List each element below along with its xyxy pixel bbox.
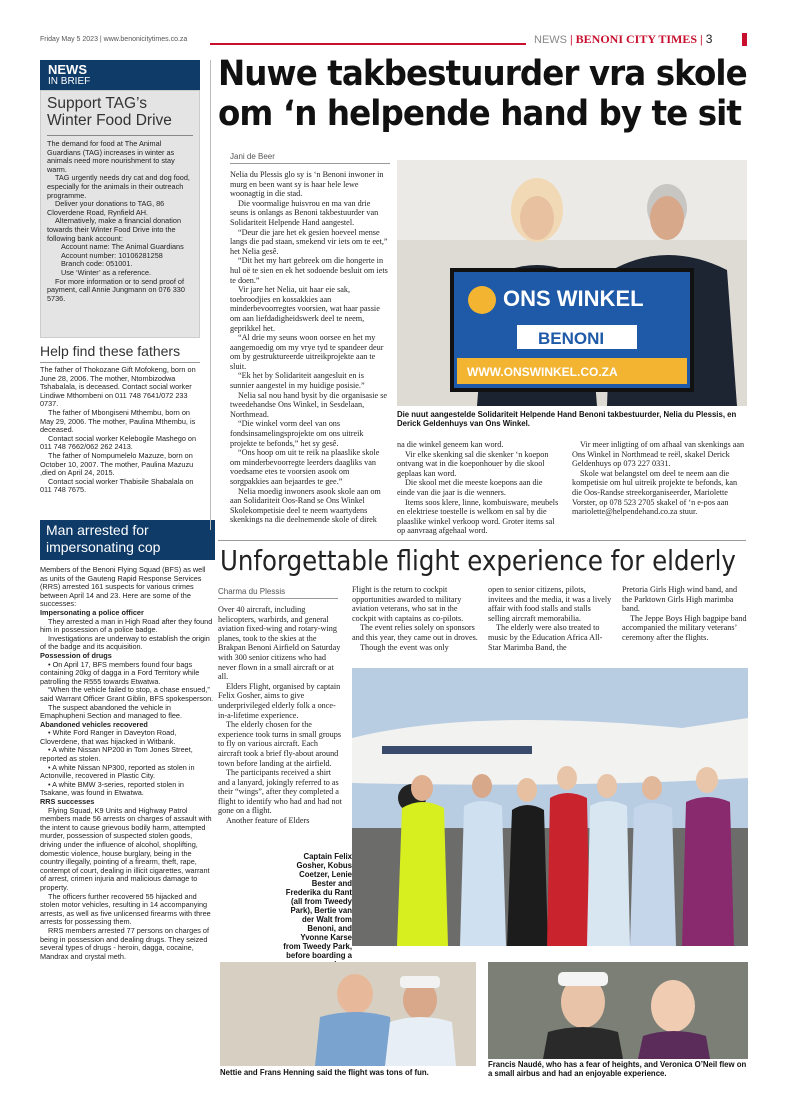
section-label: NEWS (534, 34, 567, 46)
header-masthead (534, 32, 712, 47)
tag-paragraph: For more information or to send proof of payment, call Annie Jungmann on 076 330 5736. (47, 276, 185, 303)
tag-rule (47, 135, 193, 136)
header-divider: | (700, 32, 703, 46)
page-number: 3 (705, 32, 713, 46)
story1-paragraph: Vir elke skenking sal die skenker ‘n koepon ontvang wat in die koeponhouer by die skool geplaas kan word. (397, 449, 549, 478)
story1-paragraph: na die winkel geneem kan word. (397, 440, 504, 449)
story1-paragraph: “Deur die jare het ek gesien hoeveel mense langs die pad staan, smekend vir iets om te eet,” het Nelia gesê. (230, 227, 388, 256)
tag-title: Support TAG’s Winter Food Drive (47, 95, 172, 129)
story2-photo-left-svg (220, 962, 476, 1066)
man-paragraph: Members of the Benoni Flying Squad (BFS) as well as units of the Gauteng Rapid Response Services (RRS) arrested 161 suspects for various crimes between April 14 and 23. Here are some of the successes: (40, 565, 206, 609)
story2-paragraph: The Jeppe Boys High bagpipe band accompanied the military veterans’ ceremony after the flights. (622, 613, 747, 642)
story1-byline-rule (230, 163, 390, 164)
fathers-paragraph: The father of Nompumelelo Mazuze, born on October 10, 2007. The mother, Paulina Mazuzu ,died on April 24, 2015. (40, 450, 194, 478)
sign-url: WWW.ONSWINKEL.CO.ZA (467, 365, 618, 379)
man-paragraph: • A white Nissan NP300, reported as stolen in Actonville, recovered in Plastic City. (40, 762, 195, 781)
story2-main-photo (352, 668, 748, 946)
man-subhead: Possession of drugs (40, 650, 112, 660)
man-paragraph: • A white BMW 3-series, reported stolen in Tsakane, was found in Etwatwa. (40, 779, 184, 798)
header-divider: | (570, 32, 573, 46)
story1-photo-caption: Die nuut aangestelde Solidariteit Helpende Hand Benoni takbestuurder, Nelia du Plessis, en Derick Geldenhuys van Ons Winkel. (397, 410, 737, 428)
header-date-site: Friday May 5 2023 | www.benonicitytimes.co.za (40, 36, 188, 43)
man-subhead: Impersonating a police officer (40, 607, 144, 617)
story2-byline-rule (218, 598, 338, 599)
fathers-title: Help find these fathers (40, 343, 181, 359)
story1-photo (397, 160, 747, 406)
paper-name: BENONI CITY TIMES (575, 32, 698, 46)
header-mark (742, 33, 747, 46)
story1-paragraph: Items soos klere, linne, kombuisware, meubels en elektriese toestelle is welkom en sal by die plaaslike winkel verkoop word. Groter items sal op aanvraag afgehaal word. (397, 497, 559, 536)
story2-photo-left (220, 962, 476, 1066)
story1-paragraph: “Dit het my hart gebreek om die hongerte in hul oë te sien en ek het sodoende besluit om iets te doen.” (230, 256, 388, 285)
tag-paragraph: Use ‘Winter’ as a reference. (61, 267, 152, 277)
man-paragraph: The officers further recovered 55 hijacked and stolen motor vehicles, resulting in 14 accompanying arrests, as well as five unlicensed firearms with three arrests for possessing them. (40, 891, 211, 927)
tag-paragraph: Branch code: 051001. (61, 259, 133, 269)
story1-paragraph: Vir jare het Nelia, uit haar eie sak, toebroodjies en kossakkies aan minderbevoorregtes voorsien, wat haar passie om aan liefdadigheidswerk deel te neem, geprikkel het. (230, 285, 380, 333)
story1-paragraph: “Ek het by Solidariteit aangesluit en is sunnier aangestel in my huidige posisie.” (230, 371, 365, 391)
story2-byline: Charma du Plessis (218, 587, 286, 596)
sign-city: BENONI (538, 329, 605, 348)
man-paragraph: They arrested a man in High Road after they found him in possession of a police badge. (40, 616, 213, 635)
story1-headline-line1: Nuwe takbestuurder vra skole (218, 54, 747, 94)
story1-headline (218, 54, 747, 134)
story1-byline: Jani de Beer (230, 152, 275, 161)
man-paragraph: • On April 17, BFS members found four bags containing 20kg of dagga in a Ford Territory while patrolling the R555 towards Etwatwa. (40, 659, 200, 686)
tag-paragraph: The demand for food at The Animal Guardians (TAG) increases in winter as animals need more nourishment to stay warm. (47, 139, 175, 174)
story2-paragraph: The elderly chosen for the experience took turns in small groups to fly on various aircraft. Each aircraft took a brief fly-about around town before landing at the airfield. (218, 720, 342, 768)
man-paragraph: • White Ford Ranger in Daveyton Road, Cloverdene, that was hijacked in Witbank. (40, 728, 177, 746)
tag-brief-box (40, 90, 200, 338)
story2-column-1 (218, 605, 343, 826)
story2-paragraph: open to senior citizens, pilots, invitees and the media, it was a lively affair with food stalls and stalls selling aircraft memorabilia. (488, 585, 612, 623)
fathers-paragraph: The father of Mbongiseni Mthembu, born on May 29, 2006. The mother, Paulina Mthembu, is deceased. (40, 407, 196, 435)
story1-paragraph: Nelia sal nou hand bysit by die organisasie se tweedehandse Ons Winkel, in Sesdelaan, Northmead. (230, 390, 388, 419)
story1-paragraph: Nelia moedig inwoners asook skole aan om aan Solidariteit Oos-Rand se Ons Winkel Skolekompetisie deel te neem waartydens skenkings na die deelnemende skole of direk (230, 486, 381, 525)
man-paragraph: The suspect abandoned the vehicle in Emaphupheni Section and managed to flee. (40, 702, 182, 721)
story2-paragraph: Another feature of Elders (226, 816, 310, 826)
story2-paragraph: The elderly were also treated to music by the Education Africa All-Star Marimba Band, the (488, 623, 603, 652)
story1-column-3 (572, 440, 747, 517)
man-paragraph: • A white Nissan NP200 in Tom Jones Street, reported as stolen. (40, 745, 193, 764)
story2-column-2 (352, 585, 482, 652)
sign-brand: ONS WINKEL (503, 286, 644, 311)
man-arrested-title: Man arrested for impersonating cop (40, 520, 215, 560)
man-paragraph: Investigations are underway to establish the origin of the badge and its acquisition. (40, 633, 210, 652)
story1-paragraph: “Al drie my seuns woon oorsee en het my aangemoedig om my vrye tyd te spandeer deur om by gestruktureerde uitreikprojekte aan te sluit. (230, 333, 384, 371)
man-arrested-body (40, 566, 215, 961)
story2-paragraph: The event relies solely on sponsors and this year, they came out in droves. (352, 623, 478, 642)
story1-paragraph: “Ons hoop om uit te reik na plaaslike skole om minderbevoorregte leerders daagliks van voedsame etes te voorsien asook om sorgpakkies aan bejaardes te gee.” (230, 448, 380, 486)
story1-column-1 (230, 170, 390, 525)
man-subhead: RRS successes (40, 797, 95, 807)
brief-sublabel: IN BRIEF (48, 76, 91, 87)
story2-paragraph: The participants received a shirt and a lanyard, jokingly referred to as their “wings”, after they completed a flight to identify who had and had not gone on a flight. (218, 768, 342, 816)
tag-body (47, 140, 193, 303)
tag-paragraph: Alternatively, make a financial donation towards their Winter Food Drive into the following bank account: (47, 216, 182, 243)
story2-headline: Unforgettable flight experience for elderly (220, 545, 736, 577)
fathers-rule (40, 362, 200, 363)
column-divider (210, 60, 211, 530)
story2-right-caption: Francis Naudé, who has a fear of heights, and Veronica O’Neil flew on a small airbus and had an enjoyable experience. (488, 1060, 747, 1078)
story2-paragraph: Elders Flight, organised by captain Felix Gosher, aims to give underprivileged elderly folk a once-in-a-lifetime experience. (218, 681, 341, 720)
news-in-brief-banner (40, 60, 200, 90)
tag-paragraph: Account name: The Animal Guardians (61, 242, 184, 252)
tag-paragraph: TAG urgently needs dry cat and dog food, especially for the animals in their outreach programme. (47, 173, 190, 200)
story1-column-2 (397, 440, 562, 536)
tag-paragraph: Deliver your donations to TAG, 86 Cloverdene Road, Rynfield AH. (47, 199, 165, 217)
story1-paragraph: Vir meer inligting of om afhaal van skenkings aan Ons Winkel in Northmead te reël, skakel Derick Geldenhuys op 073 227 0331. (572, 440, 745, 469)
man-paragraph: “When the vehicle failed to stop, a chase ensued,” said Warrant Officer Grant Giblin, BFS spokesperson. (40, 685, 214, 703)
fathers-paragraph: Contact social worker Thabisile Shabalala on 011 748 7675. (40, 476, 194, 495)
story1-paragraph: Nelia du Plessis glo sy is ‘n Benoni inwoner in murg en been want sy is haar hele lewe woonagtig in die stad. (230, 170, 384, 199)
man-paragraph: Flying Squad, K9 Units and Highway Patrol members made 56 arrests on charges of assault with the intent to cause grievous bodily harm, attempted murder, possession of suspected stolen goods, driving under the influence of alcohol, shoplifting, domestic violence, house burglary, being in the country illegally, pointing of a firearm, theft, rape, contempt of court, dealing in illicit cigarettes, warrant of arrest, crimen injuria and malicious damage to property. (40, 805, 212, 892)
story2-column-4 (622, 585, 747, 643)
fathers-paragraph: Contact social worker Kelebogile Mashego on 011 748 7662/062 262 2413. (40, 433, 197, 452)
story2-paragraph: Over 40 aircraft, including helicopters, warbirds, and general aviation fixed-wing and rotary-wing planes, took to the skies at the Brakpan Benoni Airfield on Saturday with 300 senior citizens who had never flown in a small aircraft or at all. (218, 605, 341, 682)
story1-paragraph: “Die winkel vorm deel van ons fondsinsamelingsprojekte om ons uitreik projekte te befonds,” het sy gesê. (230, 419, 364, 448)
story2-paragraph: Pretoria Girls High wind band, and the Parktown Girls High marimba band. (622, 585, 738, 614)
fathers-paragraph: The father of Thokozane Gift Mofokeng, born on June 28, 2006. The mother, Ntombizodwa Tshabalala, is deceased. Contact social worker Lindiwe Mthombeni on 011 748 7641/072 233 0737. (40, 365, 196, 409)
story1-paragraph: Die voormalige huisvrou en ma van drie seuns is onlangs as Benoni takbestuurder van Solidariteit Helpende Hand aangestel. (230, 198, 379, 227)
story1-paragraph: Skole wat belangstel om deel te neem aan die kompetisie om hul uitreik projekte te befonds, kan die Oos-Randse streekorganiseerder, Mariolette Vorster, op 078 523 2705 skakel of ‘n e-pos aan mariolette@helpendehand.co.za stuur. (572, 468, 738, 517)
story2-photo-right-svg (488, 962, 748, 1059)
fathers-body (40, 366, 200, 495)
tag-paragraph: Account number: 10106281258 (61, 250, 163, 260)
story1-headline-line2: om ‘n helpende hand by te sit (218, 94, 742, 134)
man-paragraph: RRS members arrested 77 persons on charges of being in possession and dealing drugs. They seized several types of drugs - heroin, dagga, cocaine, Mandrax and crystal meth. (40, 925, 210, 961)
story2-photo-right (488, 962, 748, 1059)
brief-label: NEWS (48, 62, 87, 77)
story-separator (218, 540, 746, 541)
story1-paragraph: Die skool met die meeste koepons aan die einde van die jaar is die wenners. (397, 478, 543, 497)
header-rule (210, 43, 526, 45)
story1-photo-svg (397, 160, 747, 406)
story2-main-caption: Captain Felix Gosher, Kobus Coetzer, Lenie Bester and Frederika du Rant (all from Tweedy Park), Bertie van der Walt from Benoni, and Yvonne Karse from Tweedy Park, before boarding a (283, 852, 352, 960)
story2-paragraph: Flight is the return to cockpit opportunities awarded to military aviation veterans, who sat in the cockpit with captains as co-pilots. (352, 585, 464, 623)
story2-main-photo-svg (352, 668, 748, 946)
story2-paragraph: Though the event was only (360, 642, 449, 652)
man-subhead: Abandoned vehicles recovered (40, 719, 148, 729)
story2-column-3 (488, 585, 613, 652)
story2-left-caption: Nettie and Frans Henning said the flight was tons of fun. (220, 1068, 429, 1077)
